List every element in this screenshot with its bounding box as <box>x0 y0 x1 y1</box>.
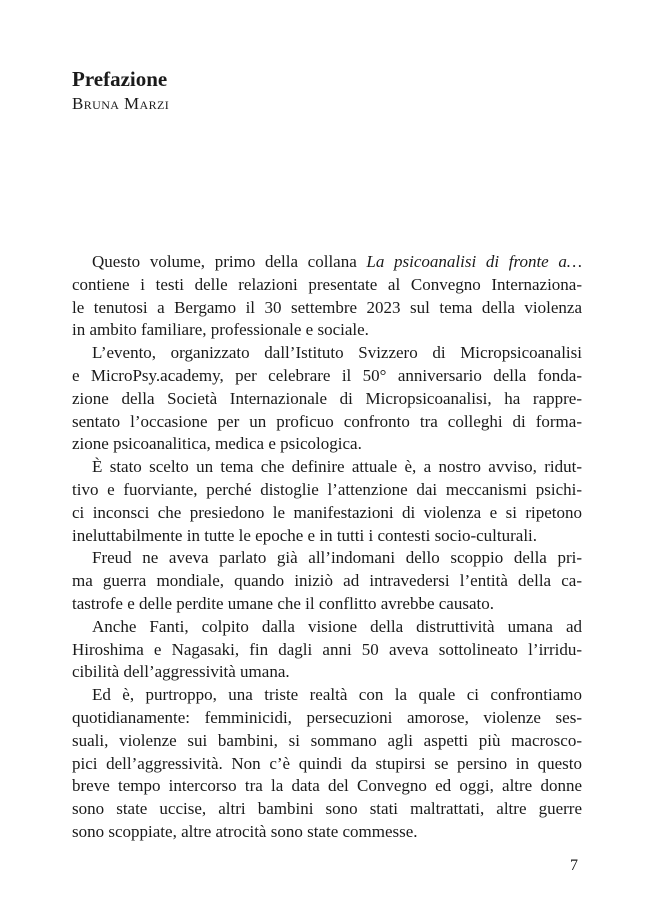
text-line: sono scoppiate, altre atrocità sono state commesse. <box>72 821 418 841</box>
text-line: ineluttabilmente in tutte le epoche e in tutti i contesti socio-culturali. <box>72 525 538 545</box>
text-line: Hiroshima e Nagasaki, fin dagli anni 50 aveva sottolineato l’irridu- <box>72 639 582 659</box>
body-text <box>72 251 582 844</box>
text-line: zione psicoanalitica, medica e psicologica. <box>72 434 362 454</box>
paragraph <box>72 547 582 615</box>
text-line: Anche Fanti, colpito dalla visione della distruttività umana ad <box>92 616 582 636</box>
text-line: tastrofe e delle perdite umane che il conflitto avrebbe causato. <box>72 593 494 613</box>
text-line: L’evento, organizzato dall’Istituto Svizzero di Micropsicoanalisi <box>92 343 582 363</box>
text-line: È stato scelto un tema che definire attuale è, a nostro avviso, ridut- <box>92 457 582 477</box>
text-line: Freud ne aveva parlato già all’indomani dello scoppio della pri- <box>92 548 582 568</box>
text-line: sono state uccise, altri bambini sono stati maltrattati, altre guerre <box>72 799 582 819</box>
text-line: quotidianamente: femminicidi, persecuzioni amorose, violenze ses- <box>72 707 582 727</box>
text-line: Ed è, purtroppo, una triste realtà con la quale ci confrontiamo <box>92 685 582 705</box>
text-line: ma guerra mondiale, quando iniziò ad intravedersi l’entità della ca- <box>72 571 582 591</box>
text-line <box>72 251 582 274</box>
text-line: cibilità dell’aggressività umana. <box>72 662 290 682</box>
paragraph <box>72 616 582 684</box>
text-line: e MicroPsy.academy, per celebrare il 50° anniversario della fonda- <box>72 365 582 385</box>
text-line: suali, violenze sui bambini, si sommano agli aspetti più macrosco- <box>72 730 582 750</box>
text-line: zione della Società Internazionale di Micropsicoanalisi, ha rappre- <box>72 388 582 408</box>
text-line: tivo e fuorviante, perché distoglie l’attenzione dai meccanismi psichi- <box>72 479 582 499</box>
text-line: in ambito familiare, professionale e sociale. <box>72 320 369 340</box>
text-line: sentato l’occasione per un proficuo confronto tra colleghi di forma- <box>72 411 582 431</box>
paragraph <box>72 251 582 342</box>
text-line: breve tempo intercorso tra la data del Convegno ed oggi, altre donne <box>72 776 582 796</box>
author-name: Bruna Marzi <box>72 94 170 113</box>
paragraph <box>72 684 582 844</box>
text-line: le tenutosi a Bergamo il 30 settembre 2023 sul tema della violenza <box>72 297 582 317</box>
chapter-heading: Prefazione <box>72 67 168 91</box>
text-run: Questo volume, primo della collana <box>92 252 367 271</box>
paragraph <box>72 456 582 547</box>
text-line: contiene i testi delle relazioni presentate al Convegno Internaziona- <box>72 274 582 294</box>
text-line: ci inconsci che presiedono le manifestazioni di violenza e si ripetono <box>72 502 582 522</box>
page-number: 7 <box>570 857 578 874</box>
paragraph <box>72 342 582 456</box>
series-title: La psicoanalisi di fronte a… <box>366 252 582 271</box>
text-line: pici dell’aggressività. Non c’è quindi da stupirsi se persino in questo <box>72 753 582 773</box>
